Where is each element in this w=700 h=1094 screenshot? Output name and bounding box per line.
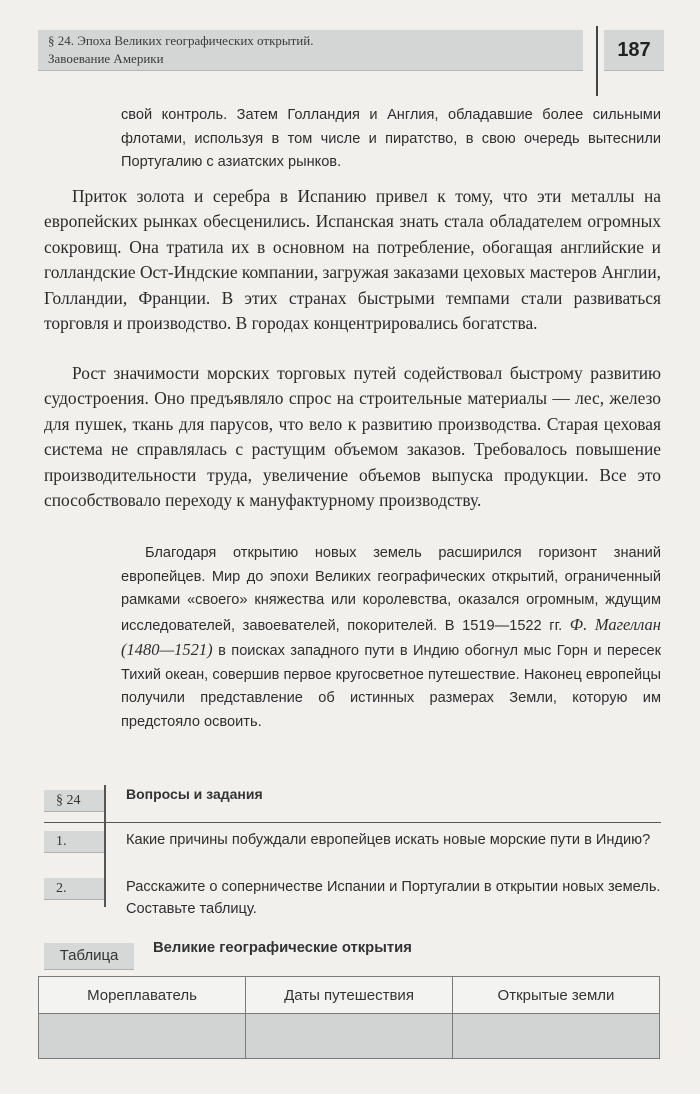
discoveries-table (38, 976, 660, 1059)
question-text-1: Какие причины побуждали европейцев искать новые морские пути в Индию? (126, 832, 651, 848)
question-number-1: 1. (44, 831, 104, 853)
table-header-lands: Открытые земли (453, 977, 660, 1014)
questions-vertical-rule (104, 785, 106, 907)
table-header-dates: Даты путешествия (246, 977, 453, 1014)
inset-text-part1: Благодаря открытию новых земель расширился горизонт знаний европейцев. Мир до эпохи Великих географических открытий, ограниченный рамками «своего» княжества или королевства, оказался огромным, ждущим исследователей, завоевателей, покорителей. В 1519—1522 гг. (121, 545, 661, 634)
table-cell (453, 1014, 660, 1059)
body-paragraph-2: Рост значимости морских торговых путей содействовал быстрому развитию судостроения. Оно предъявляло спрос на строительные материалы — лес, железо для пушек, ткань для парусов, что вело к развитию производства. Старая цеховая система не справлялась с растущим объемом заказов. Требовалось повышение производительности труда, увеличение объемов выпуска продукции. Все это способствовало переходу к мануфактурному производству. (44, 363, 661, 511)
question-text-2: Расскажите о соперничестве Испании и Португалии в открытии новых земель. Составьте таблицу. (126, 879, 661, 917)
questions-horizontal-rule (44, 822, 661, 823)
body-paragraph-1: Приток золота и серебра в Испанию привел к тому, что эти металлы на европейских рынках обесценились. Испанская знать стала обладателем огромных сокровищ. Она тратила их в основном на потребление, обогащая английские и голландские Ост-Индские компании, загружая заказами цеховых мастеров Англии, Голландии, Франции. В этих странах быстрыми темпами стали развиваться торговля и производство. В городах концентрировались богатства. (44, 186, 661, 334)
questions-title: Вопросы и задания (126, 786, 263, 802)
magellan-name: Ф. Магеллан (1480—1521) (121, 614, 661, 659)
header-divider (596, 26, 598, 96)
questions-section-tab: § 24 (44, 790, 104, 812)
table-title: Великие географические открытия (153, 940, 412, 956)
running-header-section: § 24. Эпоха Великих географических открытий. (48, 33, 314, 48)
running-header-subtitle: Завоевание Америки (48, 51, 164, 66)
question-number-2: 2. (44, 878, 104, 900)
table-header-navigator: Мореплаватель (39, 977, 246, 1014)
page-number: 187 (604, 30, 664, 71)
table-cell (39, 1014, 246, 1059)
table-label: Таблица (44, 943, 134, 970)
table-header-row (39, 977, 660, 1014)
table-row (39, 1014, 660, 1059)
inset-text-part2: в поисках западного пути в Индию обогнул мыс Горн и пересек Тихий океан, совершив первое кругосветное путешествие. Наконец европейцы получили представление об истинных размерах Земли, которую им предстояло освоить. (121, 643, 661, 730)
intro-paragraph: свой контроль. Затем Голландия и Англия, обладавшие более сильными флотами, используя в том числе и пиратство, в свою очередь вытеснили Португалию с азиатских рынков. (121, 107, 661, 170)
table-cell (246, 1014, 453, 1059)
inset-paragraph (121, 542, 661, 734)
